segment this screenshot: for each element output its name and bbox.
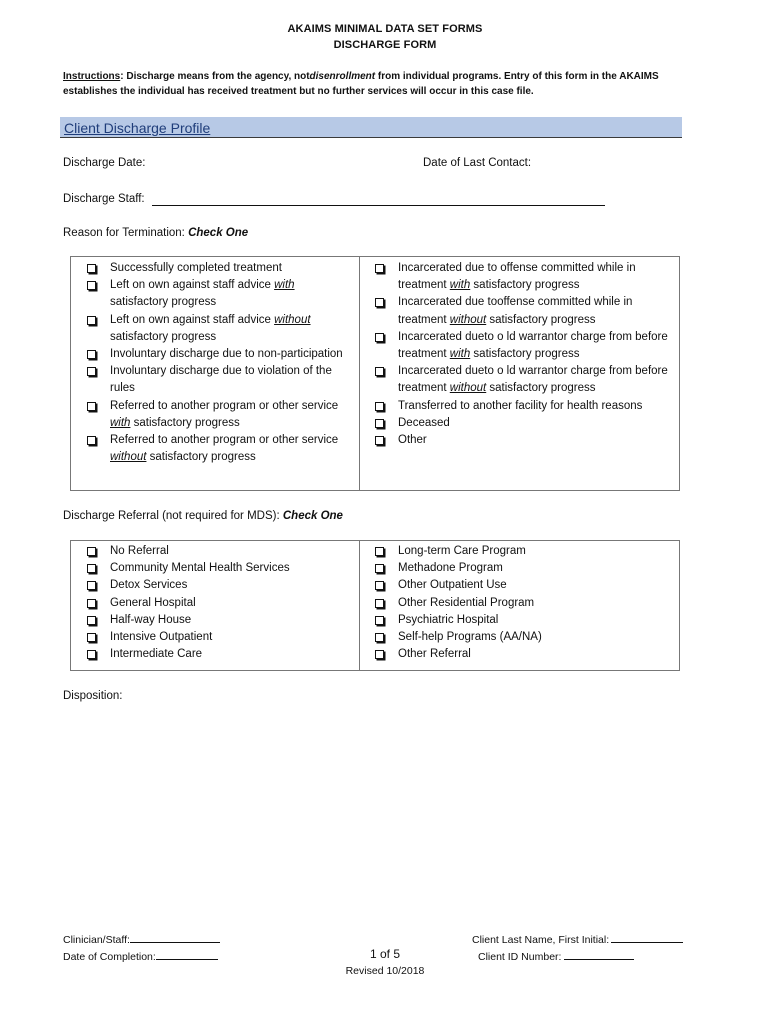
option-text: Other Referral bbox=[398, 648, 471, 661]
termination-heading bbox=[63, 227, 248, 239]
checkbox-icon[interactable] bbox=[87, 633, 96, 642]
checkbox-option bbox=[86, 577, 348, 594]
client-id-field[interactable] bbox=[564, 948, 634, 960]
option-text: Incarcerated dueto o ld warrantor charge from before treatment bbox=[398, 330, 668, 361]
revised-date: Revised 10/2018 bbox=[345, 965, 425, 977]
checkbox-icon[interactable] bbox=[375, 650, 384, 659]
option-text-end: satisfactory progress bbox=[470, 279, 580, 292]
checkbox-option bbox=[86, 432, 348, 466]
option-text: Other Outpatient Use bbox=[398, 579, 507, 592]
checkbox-icon[interactable] bbox=[375, 419, 384, 428]
termination-left-column bbox=[86, 260, 348, 466]
option-text: General Hospital bbox=[110, 596, 196, 609]
clinician-row bbox=[63, 931, 220, 946]
form-title: AKAIMS MINIMAL DATA SET FORMS bbox=[287, 23, 483, 35]
checkbox-option bbox=[374, 612, 672, 629]
option-text: Left on own against staff advice bbox=[110, 313, 275, 326]
checkbox-icon[interactable] bbox=[87, 281, 96, 290]
clinician-field[interactable] bbox=[130, 931, 220, 943]
referral-right-column bbox=[374, 543, 672, 663]
checkbox-option bbox=[374, 646, 672, 663]
checkbox-option bbox=[374, 560, 672, 577]
checkbox-icon[interactable] bbox=[375, 616, 384, 625]
page-number: 1 of 5 bbox=[369, 947, 401, 961]
last-contact-label: Date of Last Contact: bbox=[423, 157, 532, 169]
checkbox-option bbox=[86, 260, 348, 277]
checkbox-icon[interactable] bbox=[87, 367, 96, 376]
discharge-staff-field[interactable] bbox=[152, 192, 605, 206]
form-subtitle: DISCHARGE FORM bbox=[333, 39, 437, 51]
checkbox-option bbox=[86, 629, 348, 646]
checkbox-option bbox=[86, 363, 348, 397]
discharge-staff-label: Discharge Staff: bbox=[63, 193, 145, 205]
option-text: Half-way House bbox=[110, 613, 192, 626]
option-text: Successfully completed treatment bbox=[110, 262, 282, 274]
option-text: Self-help Programs (AA/NA) bbox=[398, 631, 542, 644]
option-text-end: satisfactory progress bbox=[470, 348, 580, 361]
checkbox-icon[interactable] bbox=[87, 599, 96, 608]
termination-instruction: Check One bbox=[188, 227, 249, 239]
checkbox-icon[interactable] bbox=[87, 564, 96, 573]
checkbox-option bbox=[86, 277, 348, 311]
client-name-field[interactable] bbox=[611, 931, 683, 943]
checkbox-option bbox=[86, 398, 348, 432]
checkbox-option bbox=[374, 398, 672, 415]
checkbox-icon[interactable] bbox=[375, 564, 384, 573]
checkbox-option bbox=[86, 560, 348, 577]
checkbox-icon[interactable] bbox=[87, 436, 96, 445]
checkbox-option bbox=[86, 646, 348, 663]
client-id-row bbox=[478, 948, 634, 963]
option-text: Psychiatric Hospital bbox=[398, 613, 499, 626]
checkbox-option bbox=[374, 294, 672, 328]
option-text: Methadone Program bbox=[398, 562, 503, 575]
checkbox-icon[interactable] bbox=[375, 599, 384, 608]
option-text-end: satisfactory progress bbox=[110, 296, 217, 309]
option-text: Community Mental Health Services bbox=[110, 562, 290, 575]
option-emphasis: without bbox=[449, 313, 487, 326]
option-text: No Referral bbox=[110, 545, 169, 557]
checkbox-icon[interactable] bbox=[87, 616, 96, 625]
referral-label: Discharge Referral (not required for MDS): bbox=[63, 510, 283, 522]
checkbox-icon[interactable] bbox=[375, 367, 384, 376]
option-emphasis: without bbox=[449, 382, 487, 395]
instructions-text-a: : Discharge means from the agency, not bbox=[120, 71, 310, 82]
termination-right-column bbox=[374, 260, 672, 449]
checkbox-icon[interactable] bbox=[87, 650, 96, 659]
checkbox-icon[interactable] bbox=[87, 547, 96, 556]
checkbox-option bbox=[86, 312, 348, 346]
checkbox-icon[interactable] bbox=[375, 402, 384, 411]
checkbox-icon[interactable] bbox=[375, 333, 384, 342]
checkbox-option bbox=[374, 432, 672, 449]
discharge-date-label: Discharge Date: bbox=[63, 157, 146, 169]
checkbox-option bbox=[374, 629, 672, 646]
checkbox-option bbox=[86, 543, 348, 560]
option-text: Referred to another program or other service bbox=[110, 399, 339, 412]
checkbox-option bbox=[374, 363, 672, 397]
option-text: Other bbox=[398, 434, 427, 447]
option-text-end: satisfactory progress bbox=[486, 313, 596, 326]
option-text: Intermediate Care bbox=[110, 648, 203, 661]
instructions bbox=[63, 69, 683, 99]
option-emphasis: with bbox=[449, 279, 471, 292]
checkbox-option bbox=[86, 346, 348, 363]
checkbox-icon[interactable] bbox=[375, 436, 384, 445]
checkbox-icon[interactable] bbox=[375, 298, 384, 307]
option-emphasis: with bbox=[449, 348, 471, 361]
option-text: Detox Services bbox=[110, 579, 188, 592]
checkbox-icon[interactable] bbox=[87, 350, 96, 359]
option-text: Transferred to another facility for health reasons bbox=[398, 399, 643, 412]
termination-label: Reason for Termination: bbox=[63, 227, 189, 239]
option-text: Incarcerated due to offense committed while in treatment bbox=[398, 262, 636, 292]
disposition-label: Disposition: bbox=[63, 690, 123, 702]
option-text: Involuntary discharge due to violation of the rules bbox=[110, 365, 332, 395]
option-text: Referred to another program or other service bbox=[110, 434, 339, 447]
option-emphasis: without bbox=[110, 451, 147, 464]
checkbox-option bbox=[374, 260, 672, 294]
section-title: Client Discharge Profile bbox=[64, 120, 211, 136]
checkbox-option bbox=[374, 415, 672, 432]
referral-left-column bbox=[86, 543, 348, 663]
option-text: Long-term Care Program bbox=[398, 545, 526, 557]
checkbox-option bbox=[374, 329, 672, 363]
checkbox-option bbox=[374, 577, 672, 594]
option-text: Other Residential Program bbox=[398, 596, 535, 609]
option-text-end: satisfactory progress bbox=[146, 451, 256, 464]
option-text-end: satisfactory progress bbox=[486, 382, 596, 395]
option-text-end: satisfactory progress bbox=[110, 330, 217, 343]
clinician-label: Clinician/Staff: bbox=[63, 934, 130, 946]
section-header-client-discharge-profile bbox=[60, 117, 682, 138]
client-name-row bbox=[472, 931, 683, 946]
checkbox-option bbox=[86, 595, 348, 612]
checkbox-option bbox=[374, 543, 672, 560]
checkbox-icon[interactable] bbox=[87, 402, 96, 411]
checkbox-icon[interactable] bbox=[87, 316, 96, 325]
checkbox-icon[interactable] bbox=[375, 581, 384, 590]
option-emphasis: with bbox=[110, 416, 131, 429]
option-text: Incarcerated due tooffense committed while in treatment bbox=[398, 296, 633, 326]
option-text: Deceased bbox=[398, 416, 450, 429]
column-divider bbox=[359, 541, 360, 670]
instructions-emph: disenrollment bbox=[309, 71, 376, 82]
checkbox-icon[interactable] bbox=[375, 633, 384, 642]
checkbox-icon[interactable] bbox=[87, 264, 96, 273]
referral-heading bbox=[63, 510, 343, 522]
option-emphasis: without bbox=[274, 313, 311, 326]
column-divider bbox=[359, 257, 360, 490]
checkbox-icon[interactable] bbox=[375, 547, 384, 556]
checkbox-option bbox=[86, 612, 348, 629]
option-text: Intensive Outpatient bbox=[110, 631, 213, 644]
option-text: Left on own against staff advice bbox=[110, 279, 275, 292]
client-id-label: Client ID Number: bbox=[478, 951, 562, 963]
referral-instruction: Check One bbox=[282, 510, 343, 522]
checkbox-icon[interactable] bbox=[87, 581, 96, 590]
option-text-end: satisfactory progress bbox=[130, 416, 240, 429]
instructions-label: Instructions bbox=[63, 71, 121, 82]
checkbox-option bbox=[374, 595, 672, 612]
completion-label: Date of Completion: bbox=[63, 951, 156, 963]
option-emphasis: with bbox=[274, 279, 295, 292]
client-name-label: Client Last Name, First Initial: bbox=[472, 934, 610, 946]
option-text: Incarcerated dueto o ld warrantor charge from before treatment bbox=[398, 365, 668, 395]
option-text: Involuntary discharge due to non-participation bbox=[110, 348, 343, 361]
checkbox-icon[interactable] bbox=[375, 264, 384, 273]
instructions-text-b: from individual programs. Entry of this form in the AKAIMS establishes the individual has received treatment but no further services will occur in this case file. bbox=[63, 71, 659, 97]
